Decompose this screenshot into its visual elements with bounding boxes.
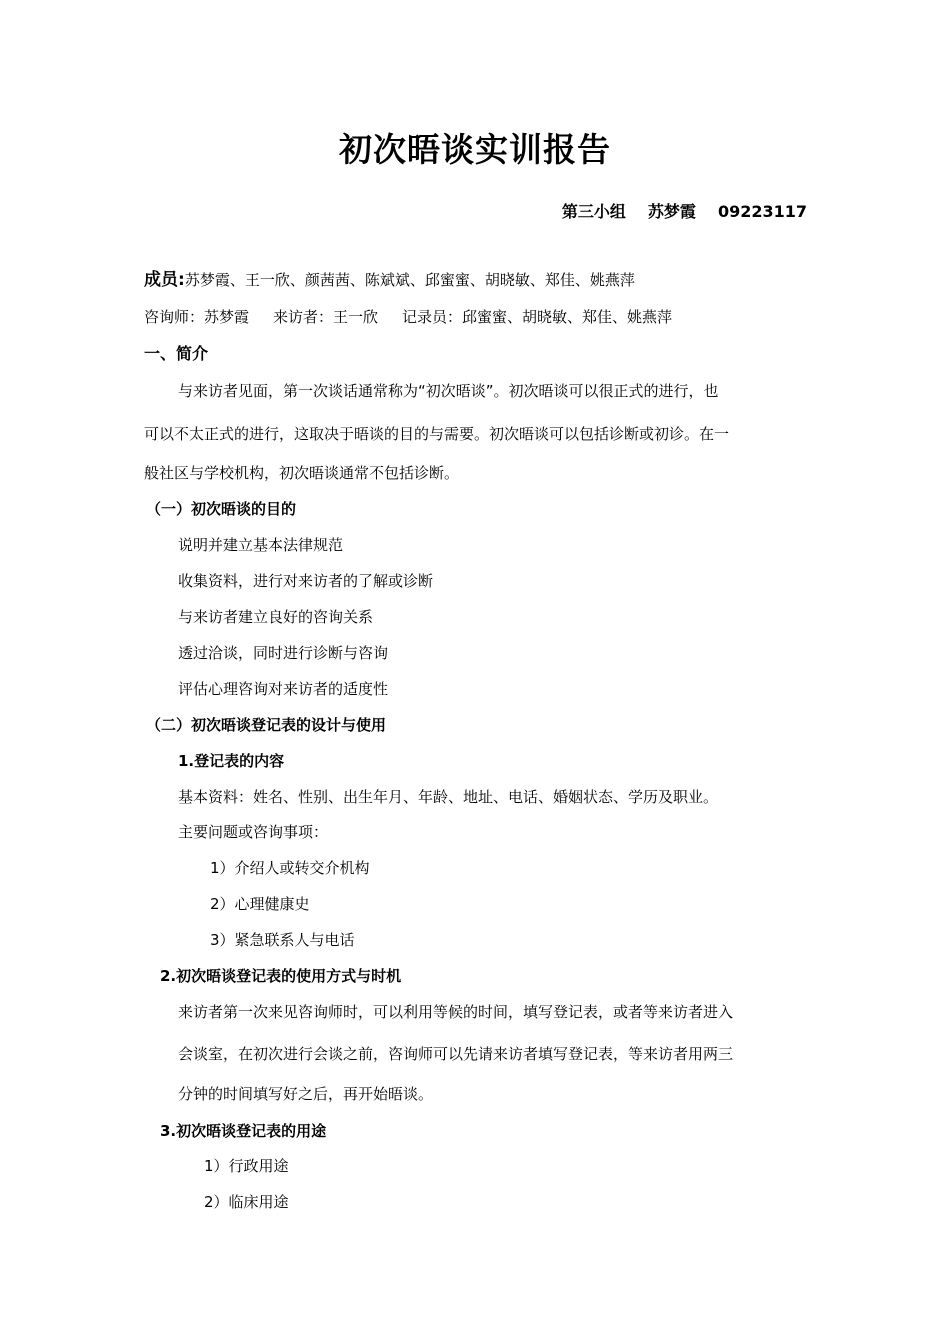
point-heading-usage: 2.初次晤谈登记表的使用方式与时机	[160, 967, 402, 985]
members-label: 成员:	[144, 270, 185, 290]
intro-line-3: 般社区与学校机构，初次晤谈通常不包括诊断。	[144, 464, 460, 482]
purpose-item: 与来访者建立良好的咨询关系	[178, 608, 374, 626]
purposes-item: 2）临床用途	[204, 1193, 289, 1211]
purposes-item: 1）行政用途	[204, 1157, 289, 1175]
members-names: 苏梦霞、王一欣、颜茜茜、陈斌斌、邱蜜蜜、胡晓敏、郑佳、姚燕萍	[184, 271, 635, 289]
byline-group: 第三小组	[561, 202, 626, 221]
intro-line-2: 可以不太正式的进行，这取决于晤谈的目的与需要。初次晤谈可以包括诊断或初诊。在一	[144, 425, 730, 443]
intro-line-1: 与来访者见面，第一次谈话通常称为“初次晤谈”。初次晤谈可以很正式的进行，也	[178, 382, 719, 400]
usage-line-1: 来访者第一次来见咨询师时，可以利用等候的时间，填写登记表，或者等来访者进入	[178, 1003, 734, 1021]
contents-item: 3）紧急联系人与电话	[210, 931, 355, 949]
members-line	[144, 270, 635, 290]
contents-basic-info: 基本资料：姓名、性别、出生年月、年龄、地址、电话、婚姻状态、学历及职业。	[178, 788, 719, 806]
usage-line-3: 分钟的时间填写好之后，再开始晤谈。	[178, 1085, 434, 1103]
purpose-item: 评估心理咨询对来访者的适度性	[178, 680, 389, 698]
roles-line	[144, 307, 672, 327]
point-heading-purposes: 3.初次晤谈登记表的用途	[160, 1122, 327, 1140]
contents-item: 1）介绍人或转交介机构	[210, 859, 370, 877]
byline-name: 苏梦霞	[647, 202, 696, 221]
role-visitor: 来访者：王一欣	[273, 308, 379, 326]
section-heading-intro: 一、简介	[144, 344, 209, 363]
contents-item: 2）心理健康史	[210, 895, 310, 913]
byline-student-id: 09223117	[717, 202, 807, 221]
subsection-heading-purpose: （一）初次晤谈的目的	[146, 500, 297, 518]
role-recorder: 记录员：邱蜜蜜、胡晓敏、郑佳、姚燕萍	[402, 308, 673, 326]
byline	[562, 201, 807, 223]
subsection-heading-form: （二）初次晤谈登记表的设计与使用	[146, 716, 387, 734]
role-counselor: 咨询师：苏梦霞	[144, 308, 250, 326]
purpose-item: 说明并建立基本法律规范	[178, 536, 344, 554]
usage-line-2: 会谈室，在初次进行会谈之前，咨询师可以先请来访者填写登记表，等来访者用两三	[178, 1045, 734, 1063]
contents-main-issues: 主要问题或咨询事项：	[178, 823, 329, 841]
purpose-item: 透过洽谈，同时进行诊断与咨询	[178, 644, 389, 662]
purpose-item: 收集资料，进行对来访者的了解或诊断	[178, 572, 434, 590]
point-heading-contents: 1.登记表的内容	[178, 752, 285, 770]
document-title: 初次晤谈实训报告	[339, 130, 611, 169]
